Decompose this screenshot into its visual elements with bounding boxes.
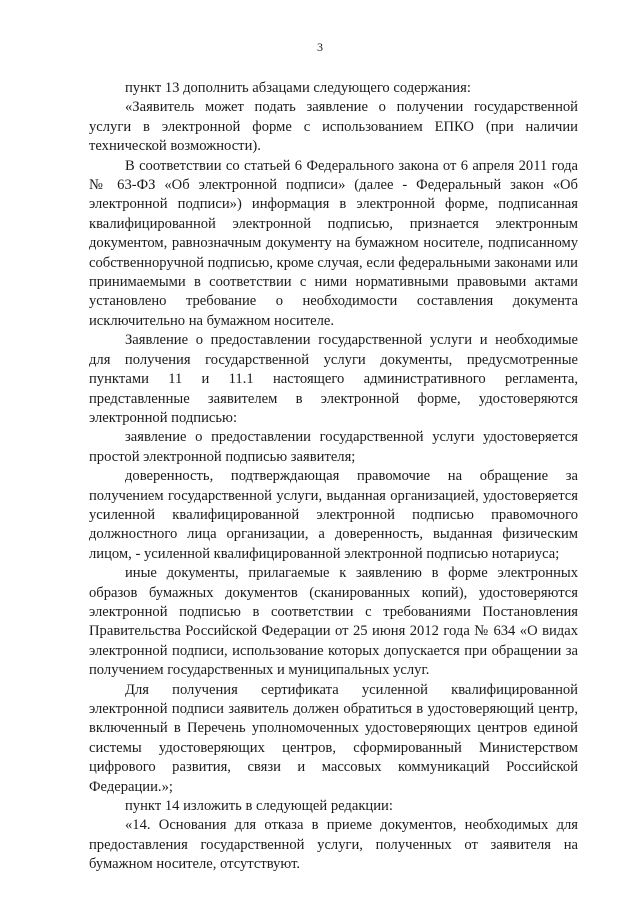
paragraph-certificate: Для получения сертификата усиленной квалифицированной электронной подписи заявитель должен обратиться в удостоверяющий центр, включенный в Перечень уполномоченных удостоверяющих центров единой системы удостоверяющих центров, сформированный Министерством цифрового развития, связи и массовых коммуникаций Российской Федерации.»;	[89, 681, 578, 795]
document-body	[89, 79, 578, 875]
paragraph-other-documents: иные документы, прилагаемые к заявлению в форме электронных образов бумажных документов (сканированных копий), удостоверяются электронной подписью в соответствии с требованиями Постановления Правительства Российской Федерации от 25 июня 2012 года № 634 «О видах электронной подписи, использование которых допускается при обращении за получением государственных и муниципальных услуг.	[89, 565, 578, 679]
paragraph-simple-signature: заявление о предоставлении государственной услуги удостоверяется простой электронной подписью заявителя;	[89, 429, 578, 465]
paragraph-amend-point-14: пункт 14 изложить в следующей редакции:	[125, 798, 393, 815]
page-number: 3	[317, 40, 323, 54]
paragraph-law-63-fz: В соответствии со статьей 6 Федерального закона от 6 апреля 2011 года № 63-ФЗ «Об электронной подписи» (далее - Федеральный закон «Об электронной подписи») информация в электронной форме, подписанная квалифицированной электронной подписью, признается электронным документом, равнозначным документу на бумажном носителе, подписанному собственноручной подписью, кроме случая, если федеральными законами или принимаемыми в соответствии с ними нормативными правовыми актами установлено требование о необходимости составления документа исключительно на бумажном носителе.	[89, 157, 578, 329]
paragraph-point-14-text: «14. Основания для отказа в приеме документов, необходимых для предоставления государственной услуги, полученных от заявителя на бумажном носителе, отсутствуют.	[89, 817, 578, 873]
paragraph-power-of-attorney: доверенность, подтверждающая правомочие на обращение за получением государственной услуги, выданная организацией, удостоверяется усиленной квалифицированной электронной подписью правомочного должностного лица организации, а доверенность, выданная физическим лицом, - усиленной квалифицированной электронной подписью нотариуса;	[89, 468, 578, 562]
paragraph-documents-signature: Заявление о предоставлении государственной услуги и необходимые для получения государственной услуги документы, предусмотренные пунктами 11 и 11.1 настоящего административного регламента, представленные заявителем в электронной форме, удостоверяются электронной подписью:	[89, 332, 578, 426]
paragraph-electronic-application: «Заявитель может подать заявление о получении государственной услуги в электронной форме с использованием ЕПКО (при наличии технической возможности).	[89, 99, 578, 155]
paragraph-amend-point-13: пункт 13 дополнить абзацами следующего содержания:	[125, 80, 471, 96]
